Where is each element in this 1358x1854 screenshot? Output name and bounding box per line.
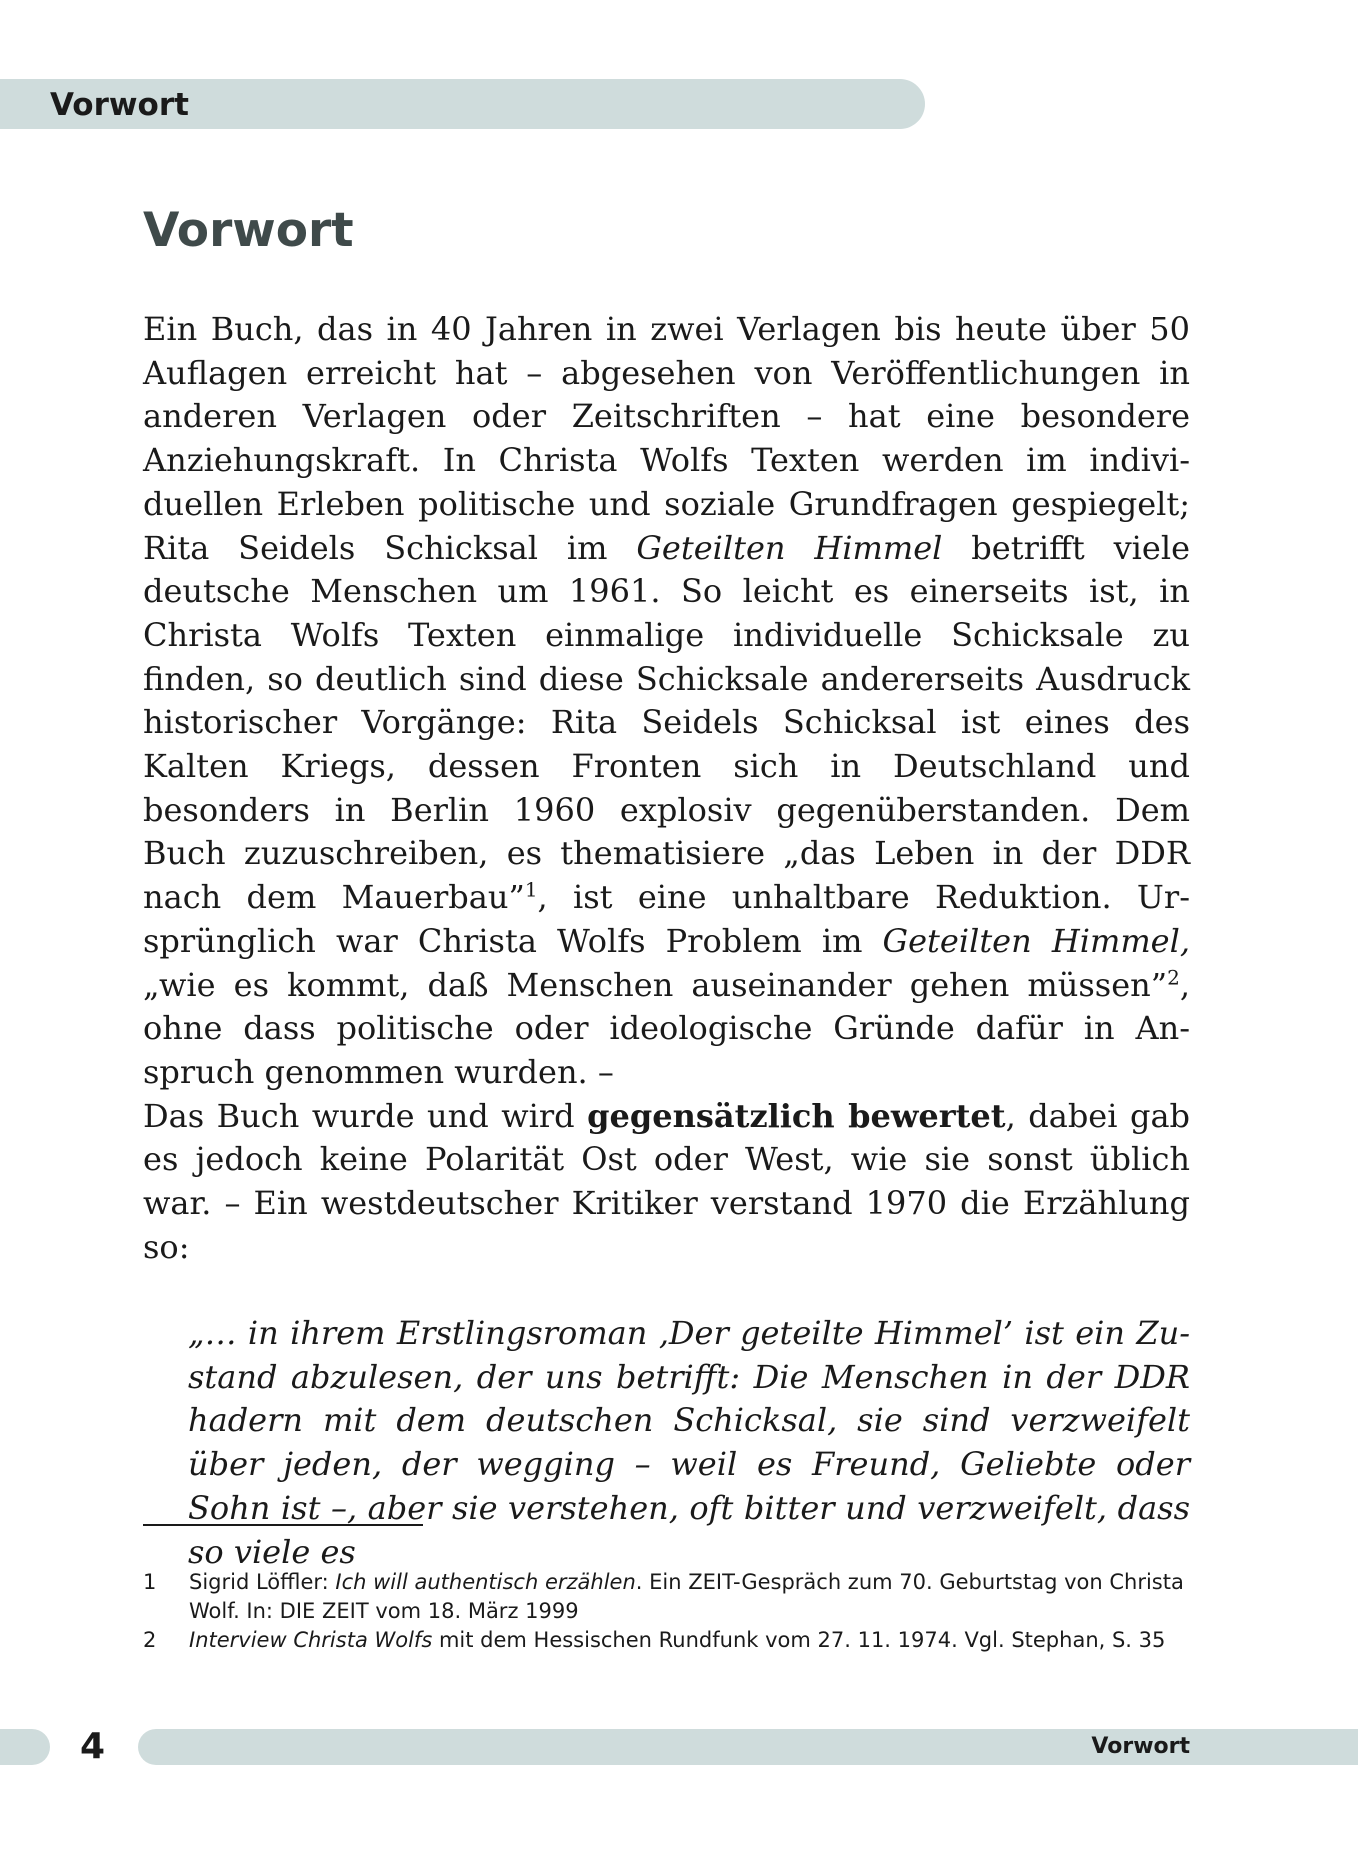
bold-phrase: gegensätzlich bewertet xyxy=(587,1096,1006,1135)
paragraph-1 xyxy=(143,308,1190,1095)
book-title-italic: Geteilten Himmel xyxy=(636,528,943,567)
body-text xyxy=(143,308,1190,1269)
running-footer: Vorwort xyxy=(1091,1734,1190,1759)
footer-left-tab xyxy=(0,1729,50,1765)
text-run: , ist eine unhaltbare Reduktion. Ursprünglich war Christa Wolfs Problem im xyxy=(143,878,1191,960)
footnote-ref-2[interactable]: 2 xyxy=(1167,964,1180,989)
footnote-text xyxy=(189,1568,1190,1626)
footnote-number: 2 xyxy=(143,1628,157,1652)
paragraph-2 xyxy=(143,1095,1190,1270)
footnote-divider xyxy=(143,1524,423,1526)
page-number: 4 xyxy=(80,1726,106,1767)
text-run: Ein Buch, das in 40 Jahren in zwei Verlagen bis heute über 50 Auflagen erreicht hat – abgesehen von Veröffentlichungen in anderen Verlagen oder Zeitschriften – hat eine besondere Anziehungskraft. In Christa Wolfs Texten werden im individuellen Erleben politische und soziale Grundfragen gespiegelt; Rita Seidels Schicksal im xyxy=(143,310,1190,567)
footnote-italic: Interview Christa Wolfs xyxy=(189,1628,433,1652)
text-run: , dabei gab es jedoch keine Polarität Ost oder West, wie sie sonst üblich war. – Ein westdeutscher Kritiker verstand 1970 die Erzählung so: xyxy=(143,1096,1191,1266)
footnote-italic: Ich will authentisch erzählen xyxy=(335,1570,636,1594)
text-run: betrifft viele deutsche Menschen um 1961. So leicht es einerseits ist, in Christa Wolfs Texten einmalige individuelle Schicksale zu finden, so deutlich sind diese Schicksale andererseits Ausdruck historischer Vorgänge: Rita Seidels Schicksal ist eines des Kalten Kriegs, dessen Fronten sich in Deutschland und besonders in Berlin 1960 explosiv gegenüberstanden. Dem Buch zuzuschreiben, es thematisiere „das Leben in der DDR nach dem Mauerbau” xyxy=(143,528,1191,917)
footnote-number: 1 xyxy=(143,1570,157,1594)
block-quote: „… in ihrem Erstlingsroman ‚Der geteilte Himmel’ ist ein Zustand abzulesen, der uns betrifft: Die Menschen in der DDR hadern mit dem deutschen Schicksal, sie sind verzweifelt über jeden, der wegging – weil es Freund, Geliebte oder Sohn ist –, aber sie verstehen, oft bitter und verzweifelt, dass so viele es xyxy=(188,1314,1190,1571)
text-run: Das Buch wurde und wird xyxy=(143,1096,588,1135)
footnote-text xyxy=(189,1626,1190,1655)
page-title: Vorwort xyxy=(143,203,354,258)
running-header: Vorwort xyxy=(50,87,189,123)
text-run: „wie es kommt, daß Menschen auseinander gehen müssen” xyxy=(143,965,1168,1004)
book-title-italic: Geteilten Himmel, xyxy=(882,921,1191,960)
footnote-1 xyxy=(143,1568,1190,1626)
text-run: . Ein ZEIT-Gespräch zum 70. Geburtstag von Christa Wolf. In: DIE ZEIT vom 18. März 1999 xyxy=(189,1570,1184,1623)
text-run: , ohne dass politische oder ideologische Gründe dafür in Anspruch genommen wurden. – xyxy=(143,965,1190,1091)
text-run: Sigrid Löffler: xyxy=(189,1570,336,1594)
footnote-2 xyxy=(143,1626,1190,1655)
footnotes xyxy=(143,1568,1190,1655)
footnote-ref-1[interactable]: 1 xyxy=(524,877,538,902)
text-run: mit dem Hessischen Rundfunk vom 27. 11. 1974. Vgl. Stephan, S. 35 xyxy=(432,1628,1166,1652)
